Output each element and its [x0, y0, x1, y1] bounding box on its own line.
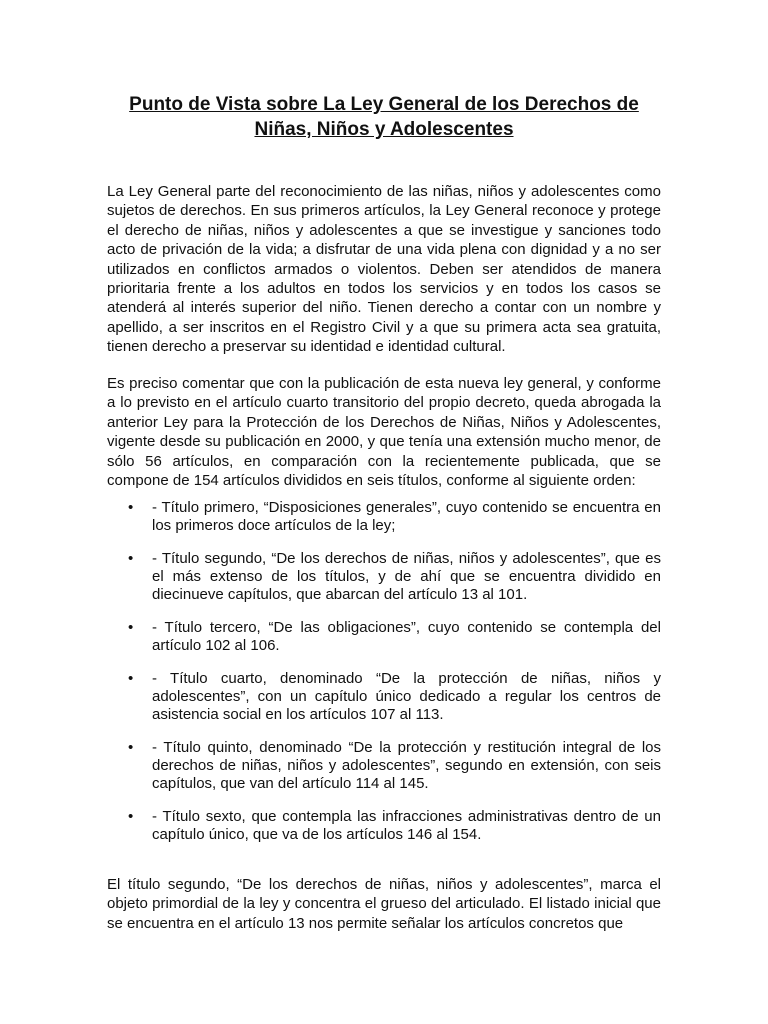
bullet-icon: • — [128, 670, 134, 688]
list-item — [107, 670, 661, 723]
document-title — [0, 92, 768, 142]
list-item — [107, 808, 661, 844]
list-item-text: - Título tercero, “De las obligaciones”, cuyo contenido se contempla del artículo 102 al 106. — [152, 619, 661, 654]
title-line-1: Punto de Vista sobre La Ley General de los Derechos de — [129, 94, 639, 115]
bullet-icon: • — [128, 808, 134, 826]
list-item-text: - Título segundo, “De los derechos de niñas, niños y adolescentes”, que es el más extenso de los títulos, y de ahí que se encuentra dividido en diecinueve capítulos, que abarcan del artículo 13 al 101. — [152, 550, 661, 603]
title-line-2: Niñas, Niños y Adolescentes — [254, 119, 514, 140]
list-item-text: - Título primero, “Disposiciones generales”, cuyo contenido se encuentra en los primeros doce artículos de la ley; — [152, 499, 661, 534]
list-item — [107, 499, 661, 535]
bullet-icon: • — [128, 739, 134, 757]
bullet-icon: • — [128, 499, 134, 516]
bullet-icon: • — [128, 550, 134, 568]
bullet-icon: • — [128, 619, 134, 637]
list-item — [107, 619, 661, 655]
list-item-text: - Título sexto, que contempla las infracciones administrativas dentro de un capítulo único, que va de los artículos 146 al 154. — [152, 808, 661, 844]
paragraph-context: Es preciso comentar que con la publicación de esta nueva ley general, y conforme a lo previsto en el artículo cuarto transitorio del propio decreto, queda abrogada la anterior Ley para la Protección de los Derechos de Niñas, Niños y Adolescentes, vigente desde su publicación en 2000, y que tenía una extensión mucho menor, de sólo 56 artículos, en comparación con la recientemente publicada, que se compone de 154 artículos divididos en seis títulos, conforme al siguiente orden: — [107, 375, 661, 490]
list-item-text: - Título cuarto, denominado “De la protección de niñas, niños y adolescentes”, con un capítulo único dedicado a regular los centros de asistencia social en los artículos 107 al 113. — [152, 670, 661, 723]
list-item — [107, 739, 661, 792]
list-item — [107, 550, 661, 603]
titles-list — [107, 499, 661, 860]
paragraph-intro: La Ley General parte del reconocimiento de las niñas, niños y adolescentes como sujetos de derechos. En sus primeros artículos, la Ley General reconoce y protege el derecho de niñas, niños y adolescentes a que se investigue y sanciones todo acto de privación de la vida; a disfrutar de una vida plena con dignidad y a no ser utilizados en conflictos armados o violentos. Deben ser atendidos de manera prioritaria frente a los adultos en todos los servicios y en todos los casos se atenderá al interés superior del niño. Tienen derecho a contar con un nombre y apellido, a ser inscritos en el Registro Civil y a que su primera acta sea gratuita, tienen derecho a preservar su identidad e identidad cultural. — [107, 183, 661, 356]
list-item-text: - Título quinto, denominado “De la protección y restitución integral de los derechos de niñas, niños y adolescentes”, segundo en extensión, con seis capítulos, que van del artículo 114 al 145. — [152, 739, 661, 792]
paragraph-title-two: El título segundo, “De los derechos de niñas, niños y adolescentes”, marca el objeto primordial de la ley y concentra el grueso del articulado. El listado inicial que se encuentra en el artículo 13 nos permite señalar los artículos concretos que — [107, 876, 661, 932]
